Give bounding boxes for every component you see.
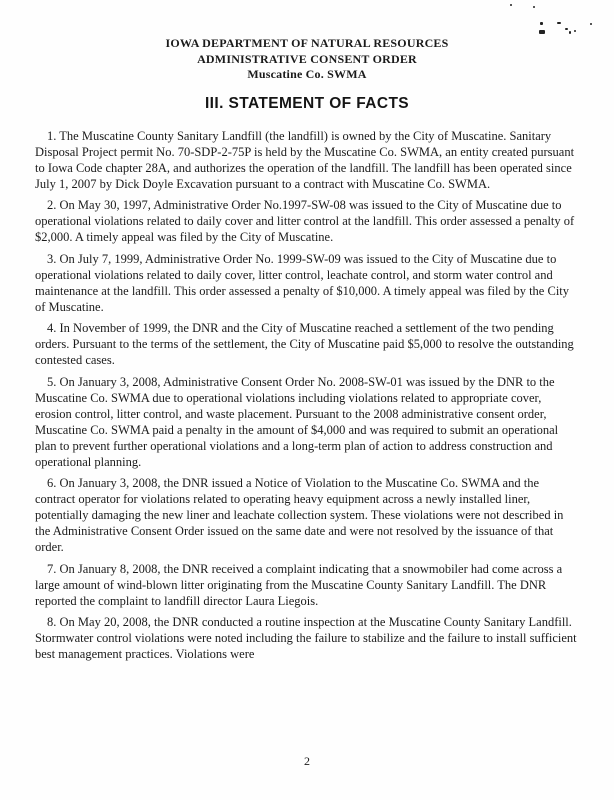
section-title: III. STATEMENT OF FACTS [204, 94, 410, 112]
document-header [0, 0, 614, 83]
fact-paragraph-5: 5. On January 3, 2008, Administrative Consent Order No. 2008-SW-01 was issued by the DNR to the Muscatine Co. SWMA due to operational violations including violations related to appropriate cover, erosion control, litter control, and waste placement. Pursuant to the 2008 administrative consent order, Muscatine Co. SWMA paid a penalty in the amount of $4,000 and was required to submit an operational plan to prevent further operational violations and a long-term plan of action to address construction and operational planning. [35, 374, 559, 469]
page-number: 2 [304, 754, 310, 768]
fact-paragraph-2: 2. On May 30, 1997, Administrative Order No.1997-SW-08 was issued to the City of Muscatine due to operational violations related to daily cover and litter control at the landfill. This order assessed a penalty of $2,000. A timely appeal was filed by the City of Muscatine. [35, 198, 575, 244]
fact-paragraph-6: 6. On January 3, 2008, the DNR issued a Notice of Violation to the Muscatine Co. SWMA and the contract operator for violations related to operating heavy equipment across a newly installed liner, potentially damaging the new liner and leachate collection system. These violations were not described in the Administrative Consent Order issued on the same date and were not resolved by the issuance of that order. [35, 476, 564, 554]
scan-artifact [510, 4, 512, 6]
scan-artifact [533, 6, 535, 8]
header-entity-line: Muscatine Co. SWMA [247, 67, 367, 81]
fact-paragraph-4: 4. In November of 1999, the DNR and the City of Muscatine reached a settlement of the two pending orders. Pursuant to the terms of the settlement, the City of Muscatine paid $5,000 to resolve the outstanding contested cases. [35, 321, 574, 367]
scan-artifact [590, 23, 592, 25]
scan-artifact [539, 30, 545, 34]
fact-paragraph-3: 3. On July 7, 1999, Administrative Order No. 1999-SW-09 was issued to the City of Muscatine due to operational violations related to daily cover, litter control, leachate control, and storm water control and maintenance at the landfill. This order assessed a penalty of $10,000. A timely appeal was filed by the City of Muscatine. [35, 251, 570, 314]
header-agency-line: IOWA DEPARTMENT OF NATURAL RESOURCES [165, 36, 449, 50]
fact-paragraph-1: 1. The Muscatine County Sanitary Landfill (the landfill) is owned by the City of Muscatine. Sanitary Disposal Project permit No. 70-SDP-2-75P is held by the Muscatine Co. SWMA, an entity created pursuant to Iowa Code chapter 28A, and authorizes the operation of the landfill. The landfill has been operated since July 1, 2007 by Dick Doyle Excavation pursuant to a contract with Muscatine Co. SWMA. [35, 128, 575, 191]
scan-artifact [557, 22, 561, 24]
scan-artifact [565, 28, 568, 30]
scan-artifact [569, 31, 571, 34]
fact-paragraph-7: 7. On January 8, 2008, the DNR received a complaint indicating that a snowmobiler had come across a large amount of wind-blown litter originating from the Muscatine County Sanitary Landfill. The DNR reported the complaint to landfill director Laura Liegois. [35, 561, 563, 608]
header-order-type-line: ADMINISTRATIVE CONSENT ORDER [197, 51, 417, 66]
scan-artifact [574, 30, 576, 32]
statement-of-facts-body [35, 128, 581, 663]
fact-paragraph-8: 8. On May 20, 2008, the DNR conducted a routine inspection at the Muscatine County Sanitary Landfill. Stormwater control violations were noted including the failure to stabilize and the failure to install sufficient best management practices. Violations were [35, 615, 577, 661]
scan-artifact [540, 22, 543, 25]
